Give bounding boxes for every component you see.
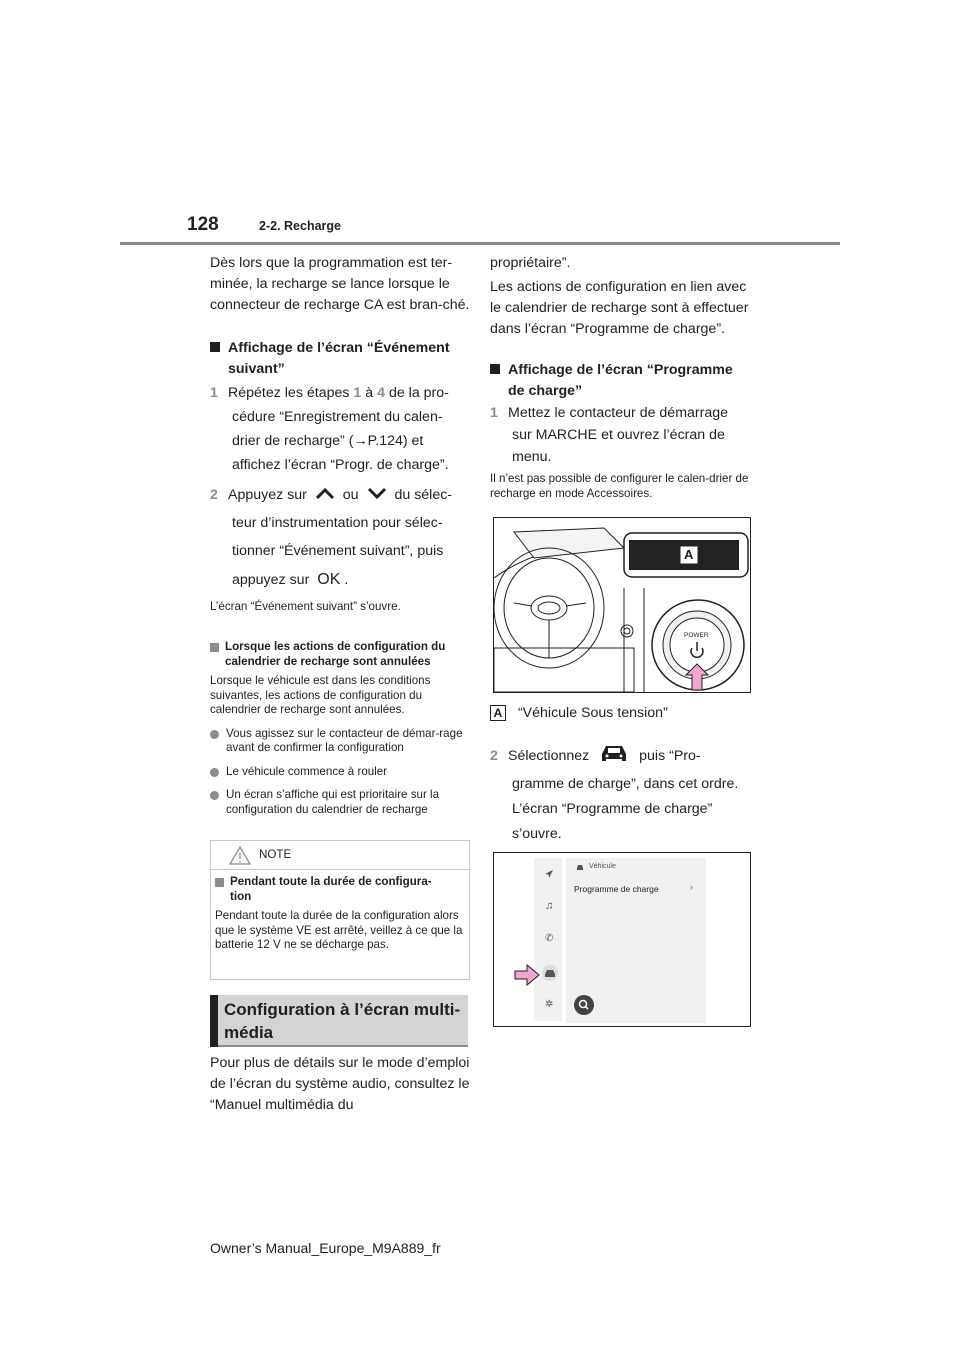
square-bullet-icon xyxy=(210,643,219,652)
step-2-b: 2 Sélectionnez puis “Pro- gramme de charge”, dans cet ordre. L’écran “Programme de charge” s’ouvre. xyxy=(490,742,750,847)
bullet-dot-icon xyxy=(210,730,219,739)
square-bullet-icon xyxy=(490,364,500,374)
car-icon xyxy=(576,864,584,871)
multimedia-screen-illustration xyxy=(493,852,751,1027)
accessory-note: Il n’est pas possible de configurer le calen-drier de recharge en mode Accessoires. xyxy=(490,472,749,500)
callout-label-a: A xyxy=(684,547,694,562)
cancel-section: Lorsque les actions de configuration du calendrier de recharge sont annulées Lorsque le véhicule est dans les conditions suivantes, les actions de configuration du calendrier de recharge sont annulées. Vous agissez sur le contacteur de démar-rage avant de confirmer la configuration Le véhicule commence à rouler Un écran s’affiche qui est prioritaire sur la configuration du calendrier de recharge xyxy=(210,640,470,817)
bullet-item: Le véhicule commence à rouler xyxy=(210,765,470,780)
square-bullet-icon xyxy=(210,342,220,352)
chevron-down-icon xyxy=(367,487,387,499)
car-icon xyxy=(542,965,558,981)
heading-accent-bar xyxy=(210,995,218,1047)
chevron-right-icon: › xyxy=(690,882,693,892)
dashboard-drawing xyxy=(494,518,750,692)
power-button-label: POWER xyxy=(684,632,709,639)
bullet-dot-icon xyxy=(210,791,219,800)
square-bullet-icon xyxy=(215,878,224,887)
config-paragraph: Les actions de configuration en lien avec le calendrier de recharge sont à effectuer dans l’écran “Programme de charge”. xyxy=(490,279,749,337)
music-icon: ♫ xyxy=(545,900,554,912)
callout-letter-box: A xyxy=(490,705,506,721)
intro-paragraph: Dès lors que la programmation est ter-minée, la recharge se lance lorsque le connecteur de recharge CA est bran-ché. xyxy=(210,255,470,313)
note-label: NOTE xyxy=(259,848,292,861)
dashboard-illustration xyxy=(493,517,751,693)
warning-icon xyxy=(229,845,251,865)
bullet-item: Vous agissez sur le contacteur de démar-rage avant de confirmer la configuration xyxy=(210,727,470,756)
footer-text: Owner’s Manual_Europe_M9A889_fr xyxy=(210,1240,441,1256)
section-title: 2-2. Recharge xyxy=(259,219,341,233)
step-1-b: 1 Mettez le contacteur de démarrage sur MARCHE et ouvrez l’écran de menu. xyxy=(490,405,729,465)
bullet-item: Un écran s’affiche qui est prioritaire sur la configuration du calendrier de recharge xyxy=(210,788,470,817)
pointer-arrow-icon xyxy=(514,963,540,987)
step-2-result: L’écran “Événement suivant” s’ouvre. xyxy=(210,600,401,613)
outro-paragraph: Pour plus de détails sur le mode d’emploi de l’écran du système audio, consultez le “Manuel multimédia du xyxy=(210,1055,470,1113)
step-1: 1 Répétez les étapes 1 à 4 de la pro- cédure “Enregistrement du calen- drier de recharge” (→P.124) et affichez l’écran “Progr. de charge”. xyxy=(210,385,449,473)
phone-icon: ✆ xyxy=(545,933,554,944)
ok-button-glyph: OK xyxy=(317,571,341,588)
note-text: Pendant toute la durée de la configuration alors que le système VE est arrêté, veillez à ce que la batterie 12 V ne se décharge pas. xyxy=(215,909,463,951)
search-icon xyxy=(574,995,594,1015)
menu-item-label: Programme de charge xyxy=(574,884,659,894)
note-box xyxy=(210,840,470,980)
menu-item-programme-de-charge[interactable] xyxy=(574,883,698,897)
heading-evenement-suivant: Affichage de l’écran “Événement suivant” xyxy=(210,338,470,380)
bullet-dot-icon xyxy=(210,768,219,777)
heading-programme-de-charge: Affichage de l’écran “Programme de charge” xyxy=(490,360,750,402)
chevron-up-icon xyxy=(315,487,335,499)
note-title: Pendant toute la durée de configura- tion xyxy=(215,875,465,904)
car-icon xyxy=(599,742,629,764)
search-button[interactable] xyxy=(574,995,594,1015)
continued-text: propriétaire”. xyxy=(490,255,571,271)
section-heading-box xyxy=(210,995,468,1047)
navigation-icon xyxy=(544,869,554,879)
vehicle-tab-label: Véhicule xyxy=(589,863,616,870)
header-rule xyxy=(120,242,840,245)
section-heading: Configuration à l’écran multi-média xyxy=(224,1000,461,1042)
figure-caption: A “Véhicule Sous tension” xyxy=(490,703,750,724)
settings-gear-icon: ✲ xyxy=(545,999,554,1010)
page-number: 128 xyxy=(187,214,219,235)
step-2: 2 Appuyez sur ou du sélec- teur d’instrumentation pour sélec- tionner “Événement suivant”, puis appuyez sur OK . xyxy=(210,487,453,588)
vehicle-menu-button[interactable] xyxy=(542,965,558,981)
